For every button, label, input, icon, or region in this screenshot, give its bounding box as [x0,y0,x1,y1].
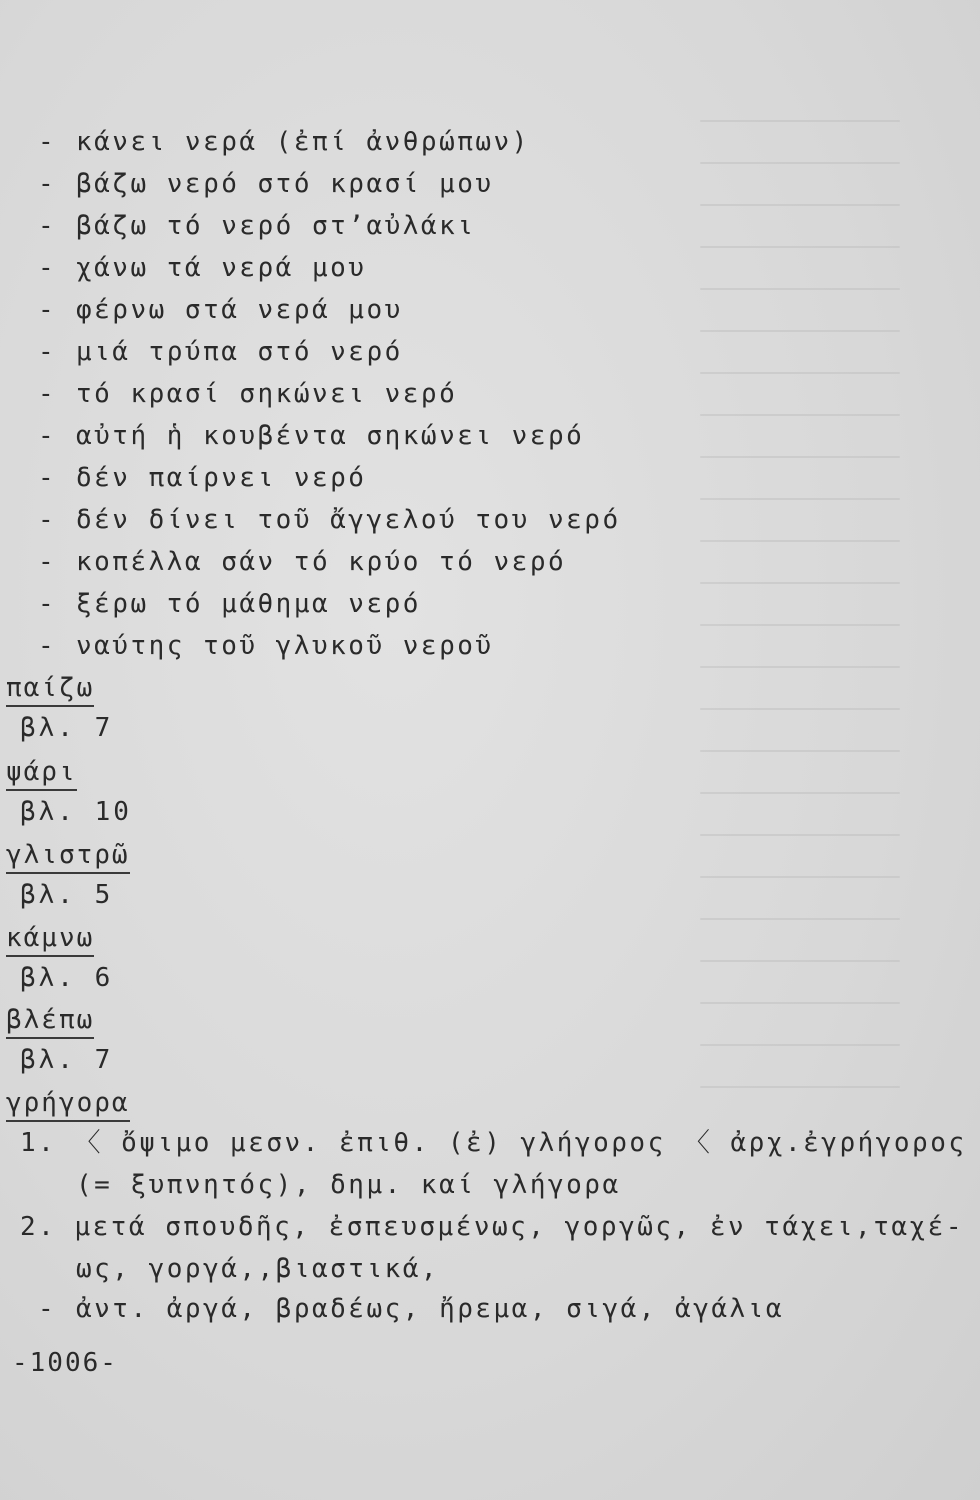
headword: γρήγορα [6,1088,130,1122]
synonyms-text: μετά σπουδῆς, ἐσπευσμένως, γοργῶς, ἐν τάχει,ταχέ- [74,1212,964,1242]
phrase-line: - βάζω νερό στό κρασί μου [38,169,494,199]
definition-1 [20,1128,967,1158]
bullet: - [38,127,57,157]
antonyms-line [38,1294,784,1324]
bullet: - [38,421,57,451]
page-number: -1006- [12,1348,118,1378]
cross-reference: βλ. 10 [20,797,132,827]
phrase-line: - ξέρω τό μάθημα νερό [38,589,421,619]
headword: βλέπω [6,1005,94,1039]
bullet: - [38,379,57,409]
phrase-line: - φέρνω στά νερά μου [38,295,403,325]
bullet: - [38,505,57,535]
phrase-line: - κοπέλλα σάν τό κρύο τό νερό [38,547,567,577]
bullet: - [38,463,57,493]
etymology-text: 〈 ὄψιμο μεσν. ἐπιθ. (ἐ) γλήγορος 〈 ἀρχ.ἐγρήγορος [74,1128,967,1158]
phrase-line: - χάνω τά νερά μου [38,253,367,283]
phrase-line: - δέν δίνει τοῦ ἄγγελού του νερό [38,505,621,535]
item-number: 1. [20,1128,57,1158]
definition-2 [20,1212,964,1242]
bullet: - [38,295,57,325]
headword: γλιστρῶ [6,840,130,874]
cross-reference: βλ. 5 [20,880,114,910]
cross-reference: βλ. 7 [20,713,114,743]
bullet: - [38,211,57,241]
bullet: - [38,253,57,283]
headword: παίζω [6,673,94,707]
phrase-line: - δέν παίρνει νερό [38,463,367,493]
cross-reference: βλ. 7 [20,1045,114,1075]
bleed-through-text [700,120,900,1370]
bullet: - [38,1294,57,1324]
phrase-line: - αὐτή ἡ κουβέντα σηκώνει νερό [38,421,585,451]
bullet: - [38,589,57,619]
antonyms-text: ἀντ. ἀργά, βραδέως, ἤρεμα, σιγά, ἀγάλια [76,1294,784,1324]
phrase-line: - κάνει νερά (ἐπί ἀνθρώπων) [38,127,530,157]
item-number: 2. [20,1212,57,1242]
bullet: - [38,337,57,367]
phrase-line: - ναύτης τοῦ γλυκοῦ νεροῦ [38,631,494,661]
phrase-line: - βάζω τό νερό στ’αὐλάκι [38,211,476,241]
cross-reference: βλ. 6 [20,963,114,993]
headword: ψάρι [6,757,77,791]
phrase-line: - μιά τρύπα στό νερό [38,337,403,367]
bullet: - [38,169,57,199]
headword: κάμνω [6,923,94,957]
definition-1-continued: (= ξυπνητός), δημ. καί γλήγορα [76,1170,621,1200]
bullet: - [38,631,57,661]
phrase-line: - τό κρασί σηκώνει νερό [38,379,458,409]
definition-2-continued: ως, γοργά,,βιαστικά, [76,1254,440,1284]
bullet: - [38,547,57,577]
